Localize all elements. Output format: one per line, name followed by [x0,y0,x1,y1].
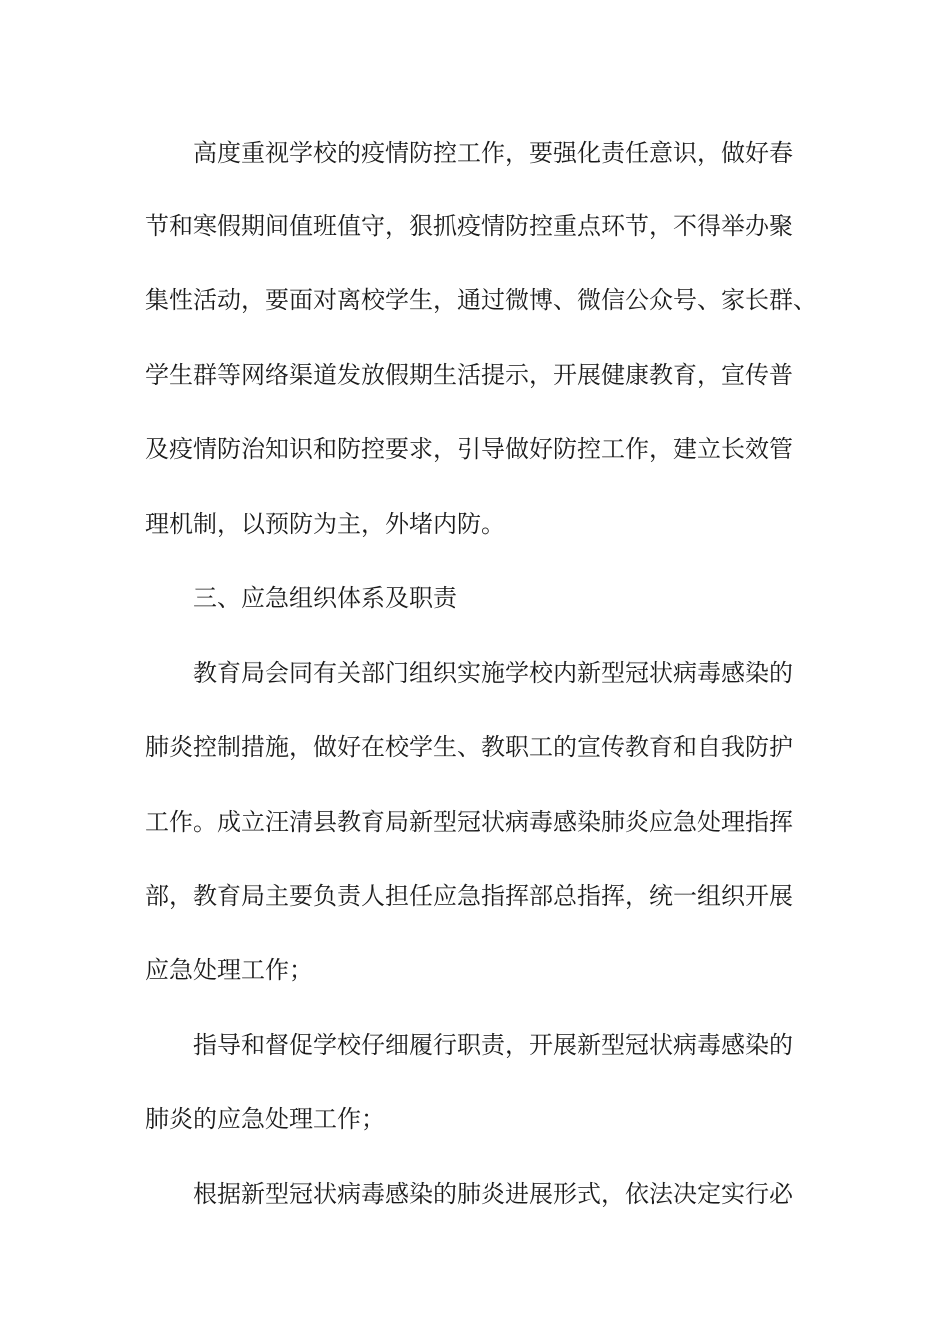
paragraph-2-line-4: 部，教育局主要负责人担任应急指挥部总指挥，统一组织开展 [145,882,793,910]
paragraph-2-line-3: 工作。成立汪清县教育局新型冠状病毒感染肺炎应急处理指挥 [145,808,793,836]
paragraph-1-line-3: 集性活动，要面对离校学生，通过微博、微信公众号、家长群、 [145,286,817,314]
paragraph-1-line-1: 高度重视学校的疫情防控工作，要强化责任意识，做好春 [193,139,793,167]
paragraph-1-line-2: 节和寒假期间值班值守，狠抓疫情防控重点环节，不得举办聚 [145,212,793,240]
paragraph-1-line-5: 及疫情防治知识和防控要求，引导做好防控工作，建立长效管 [145,435,793,463]
paragraph-3-line-2: 肺炎的应急处理工作； [145,1105,385,1133]
paragraph-3-line-1: 指导和督促学校仔细履行职责，开展新型冠状病毒感染的 [193,1031,793,1059]
paragraph-4-line-1: 根据新型冠状病毒感染的肺炎进展形式，依法决定实行必 [193,1180,793,1208]
paragraph-2-line-2: 肺炎控制措施，做好在校学生、教职工的宣传教育和自我防护 [145,733,793,761]
section-heading: 三、应急组织体系及职责 [193,584,457,612]
paragraph-2-line-5: 应急处理工作； [145,956,313,984]
paragraph-1-line-6: 理机制，以预防为主，外堵内防。 [145,510,505,538]
paragraph-2-line-1: 教育局会同有关部门组织实施学校内新型冠状病毒感染的 [193,659,793,687]
paragraph-1-line-4: 学生群等网络渠道发放假期生活提示，开展健康教育，宣传普 [145,361,793,389]
